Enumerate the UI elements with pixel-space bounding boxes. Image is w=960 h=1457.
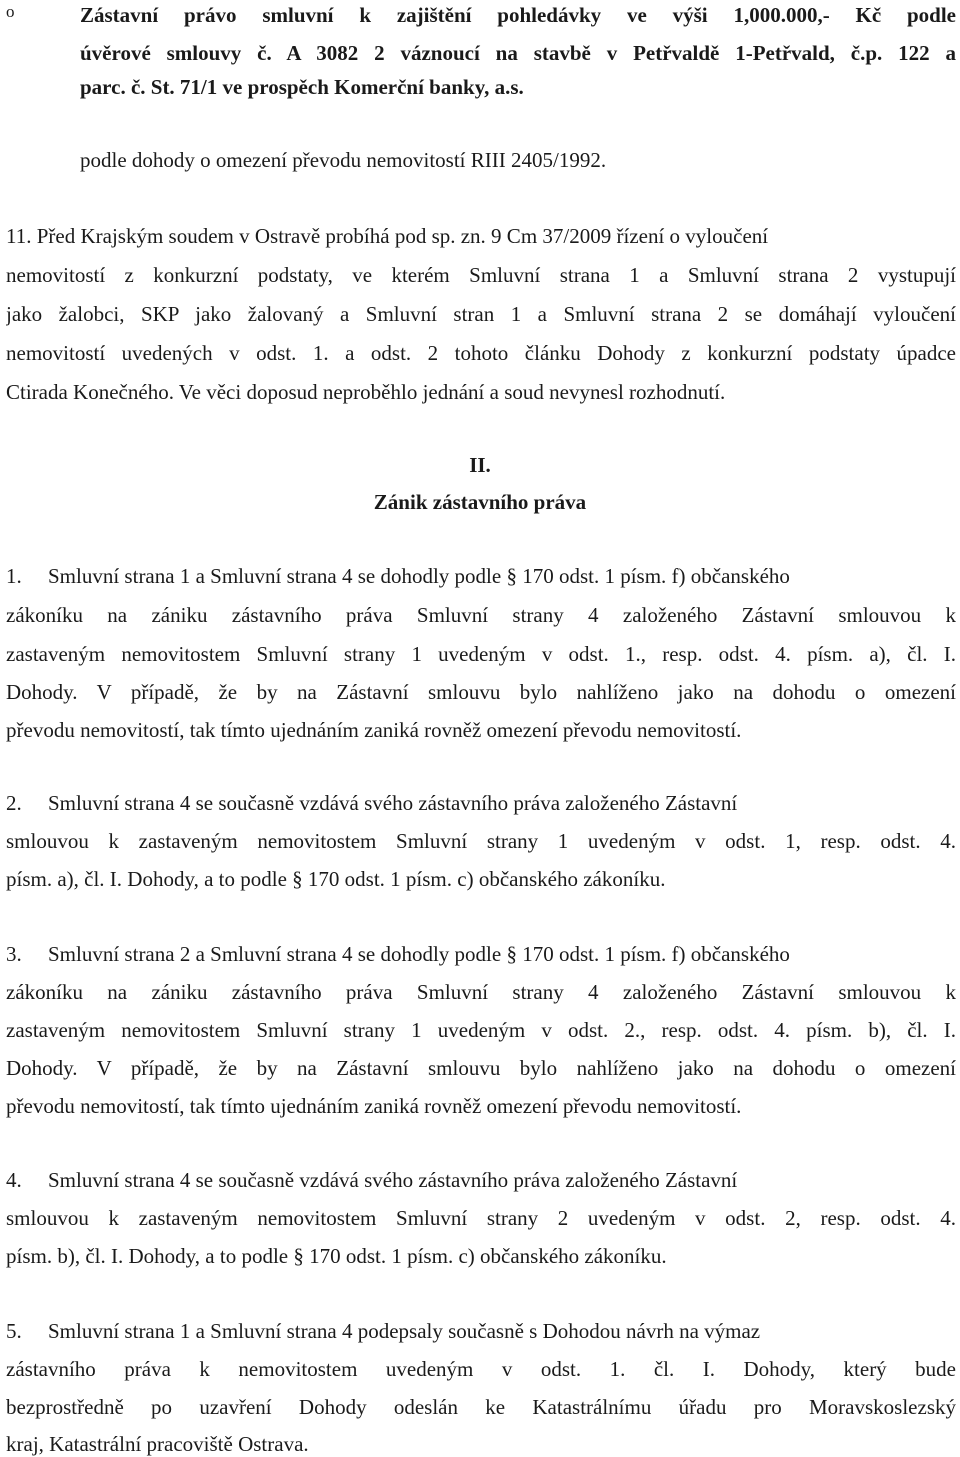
list-item-line: zástavního práva k nemovitostem uvedeným v odst. 1. čl. I. Dohody, který bude — [6, 1357, 956, 1381]
list-item-first-line: 1. Smluvní strana 1 a Smluvní strana 4 se dohodly podle § 170 odst. 1 písm. f) občanského — [6, 564, 790, 588]
list-item-line: zastaveným nemovitostem Smluvní strany 1 uvedeným v odst. 1., resp. odst. 4. písm. a), čl. I. — [6, 642, 956, 666]
bullet-line: Zástavní právo smluvní k zajištění pohledávky ve výši 1,000.000,- Kč podle — [80, 3, 956, 27]
bullet-line: úvěrové smlouvy č. A 3082 2 váznoucí na stavbě v Petřvaldě 1-Petřvald, č.p. 122 a — [80, 41, 956, 65]
list-item-line: převodu nemovitostí, tak tímto ujednáním zaniká rovněž omezení převodu nemovitostí. — [6, 718, 742, 742]
bullet-marker: o — [6, 2, 15, 21]
section-title: Zánik zástavního práva — [373, 490, 587, 514]
list-item-line: zastaveným nemovitostem Smluvní strany 1 uvedeným v odst. 2., resp. odst. 4. písm. b), čl. I. — [6, 1018, 956, 1042]
list-item-line: Dohody. V případě, že by na Zástavní smlouvu bylo nahlíženo jako na dohodu o omezení — [6, 1056, 956, 1080]
list-item-first-line: 4. Smluvní strana 4 se současně vzdává svého zástavního práva založeného Zástavní — [6, 1168, 738, 1192]
paragraph-line: Ctirada Konečného. Ve věci doposud neproběhlo jednání a soud nevynesl rozhodnutí. — [6, 380, 726, 404]
paragraph-line: nemovitostí z konkurzní podstaty, ve kterém Smluvní strana 1 a Smluvní strana 2 vystupují — [6, 263, 956, 287]
list-item-line: kraj, Katastrální pracoviště Ostrava. — [6, 1432, 309, 1456]
list-item-line: bezprostředně po uzavření Dohody odeslán ke Katastrálnímu úřadu pro Moravskoslezský — [6, 1395, 956, 1419]
paragraph-line: nemovitostí uvedených v odst. 1. a odst. 2 tohoto článku Dohody z konkurzní podstaty úpadce — [6, 341, 956, 365]
note-line: podle dohody o omezení převodu nemovitostí RIII 2405/1992. — [80, 148, 607, 172]
list-item-line: smlouvou k zastaveným nemovitostem Smluvní strany 2 uvedeným v odst. 2, resp. odst. 4. — [6, 1206, 956, 1230]
list-item-first-line: 5. Smluvní strana 1 a Smluvní strana 4 podepsaly současně s Dohodou návrh na výmaz — [6, 1319, 761, 1343]
list-item-line: písm. a), čl. I. Dohody, a to podle § 170 odst. 1 písm. c) občanského zákoníku. — [6, 867, 666, 891]
paragraph-line: jako žalobci, SKP jako žalovaný a Smluvní stran 1 a Smluvní strana 2 se domáhají vyloučení — [6, 302, 956, 326]
list-item-first-line: 2. Smluvní strana 4 se současně vzdává svého zástavního práva založeného Zástavní — [6, 791, 738, 815]
list-item-line: převodu nemovitostí, tak tímto ujednáním zaniká rovněž omezení převodu nemovitostí. — [6, 1094, 742, 1118]
list-item-line: písm. b), čl. I. Dohody, a to podle § 170 odst. 1 písm. c) občanského zákoníku. — [6, 1244, 667, 1268]
paragraph-line: 11. Před Krajským soudem v Ostravě probíhá pod sp. zn. 9 Cm 37/2009 řízení o vyloučení — [6, 224, 769, 248]
list-item-line: smlouvou k zastaveným nemovitostem Smluvní strany 1 uvedeným v odst. 1, resp. odst. 4. — [6, 829, 956, 853]
list-item-line: zákoníku na zániku zástavního práva Smluvní strany 4 založeného Zástavní smlouvou k — [6, 980, 956, 1004]
list-item-line: zákoníku na zániku zástavního práva Smluvní strany 4 založeného Zástavní smlouvou k — [6, 603, 956, 627]
list-item-first-line: 3. Smluvní strana 2 a Smluvní strana 4 se dohodly podle § 170 odst. 1 písm. f) občanského — [6, 942, 790, 966]
section-number: II. — [469, 453, 491, 477]
list-item-line: Dohody. V případě, že by na Zástavní smlouvu bylo nahlíženo jako na dohodu o omezení — [6, 680, 956, 704]
bullet-line: parc. č. St. 71/1 ve prospěch Komerční banky, a.s. — [80, 75, 524, 99]
